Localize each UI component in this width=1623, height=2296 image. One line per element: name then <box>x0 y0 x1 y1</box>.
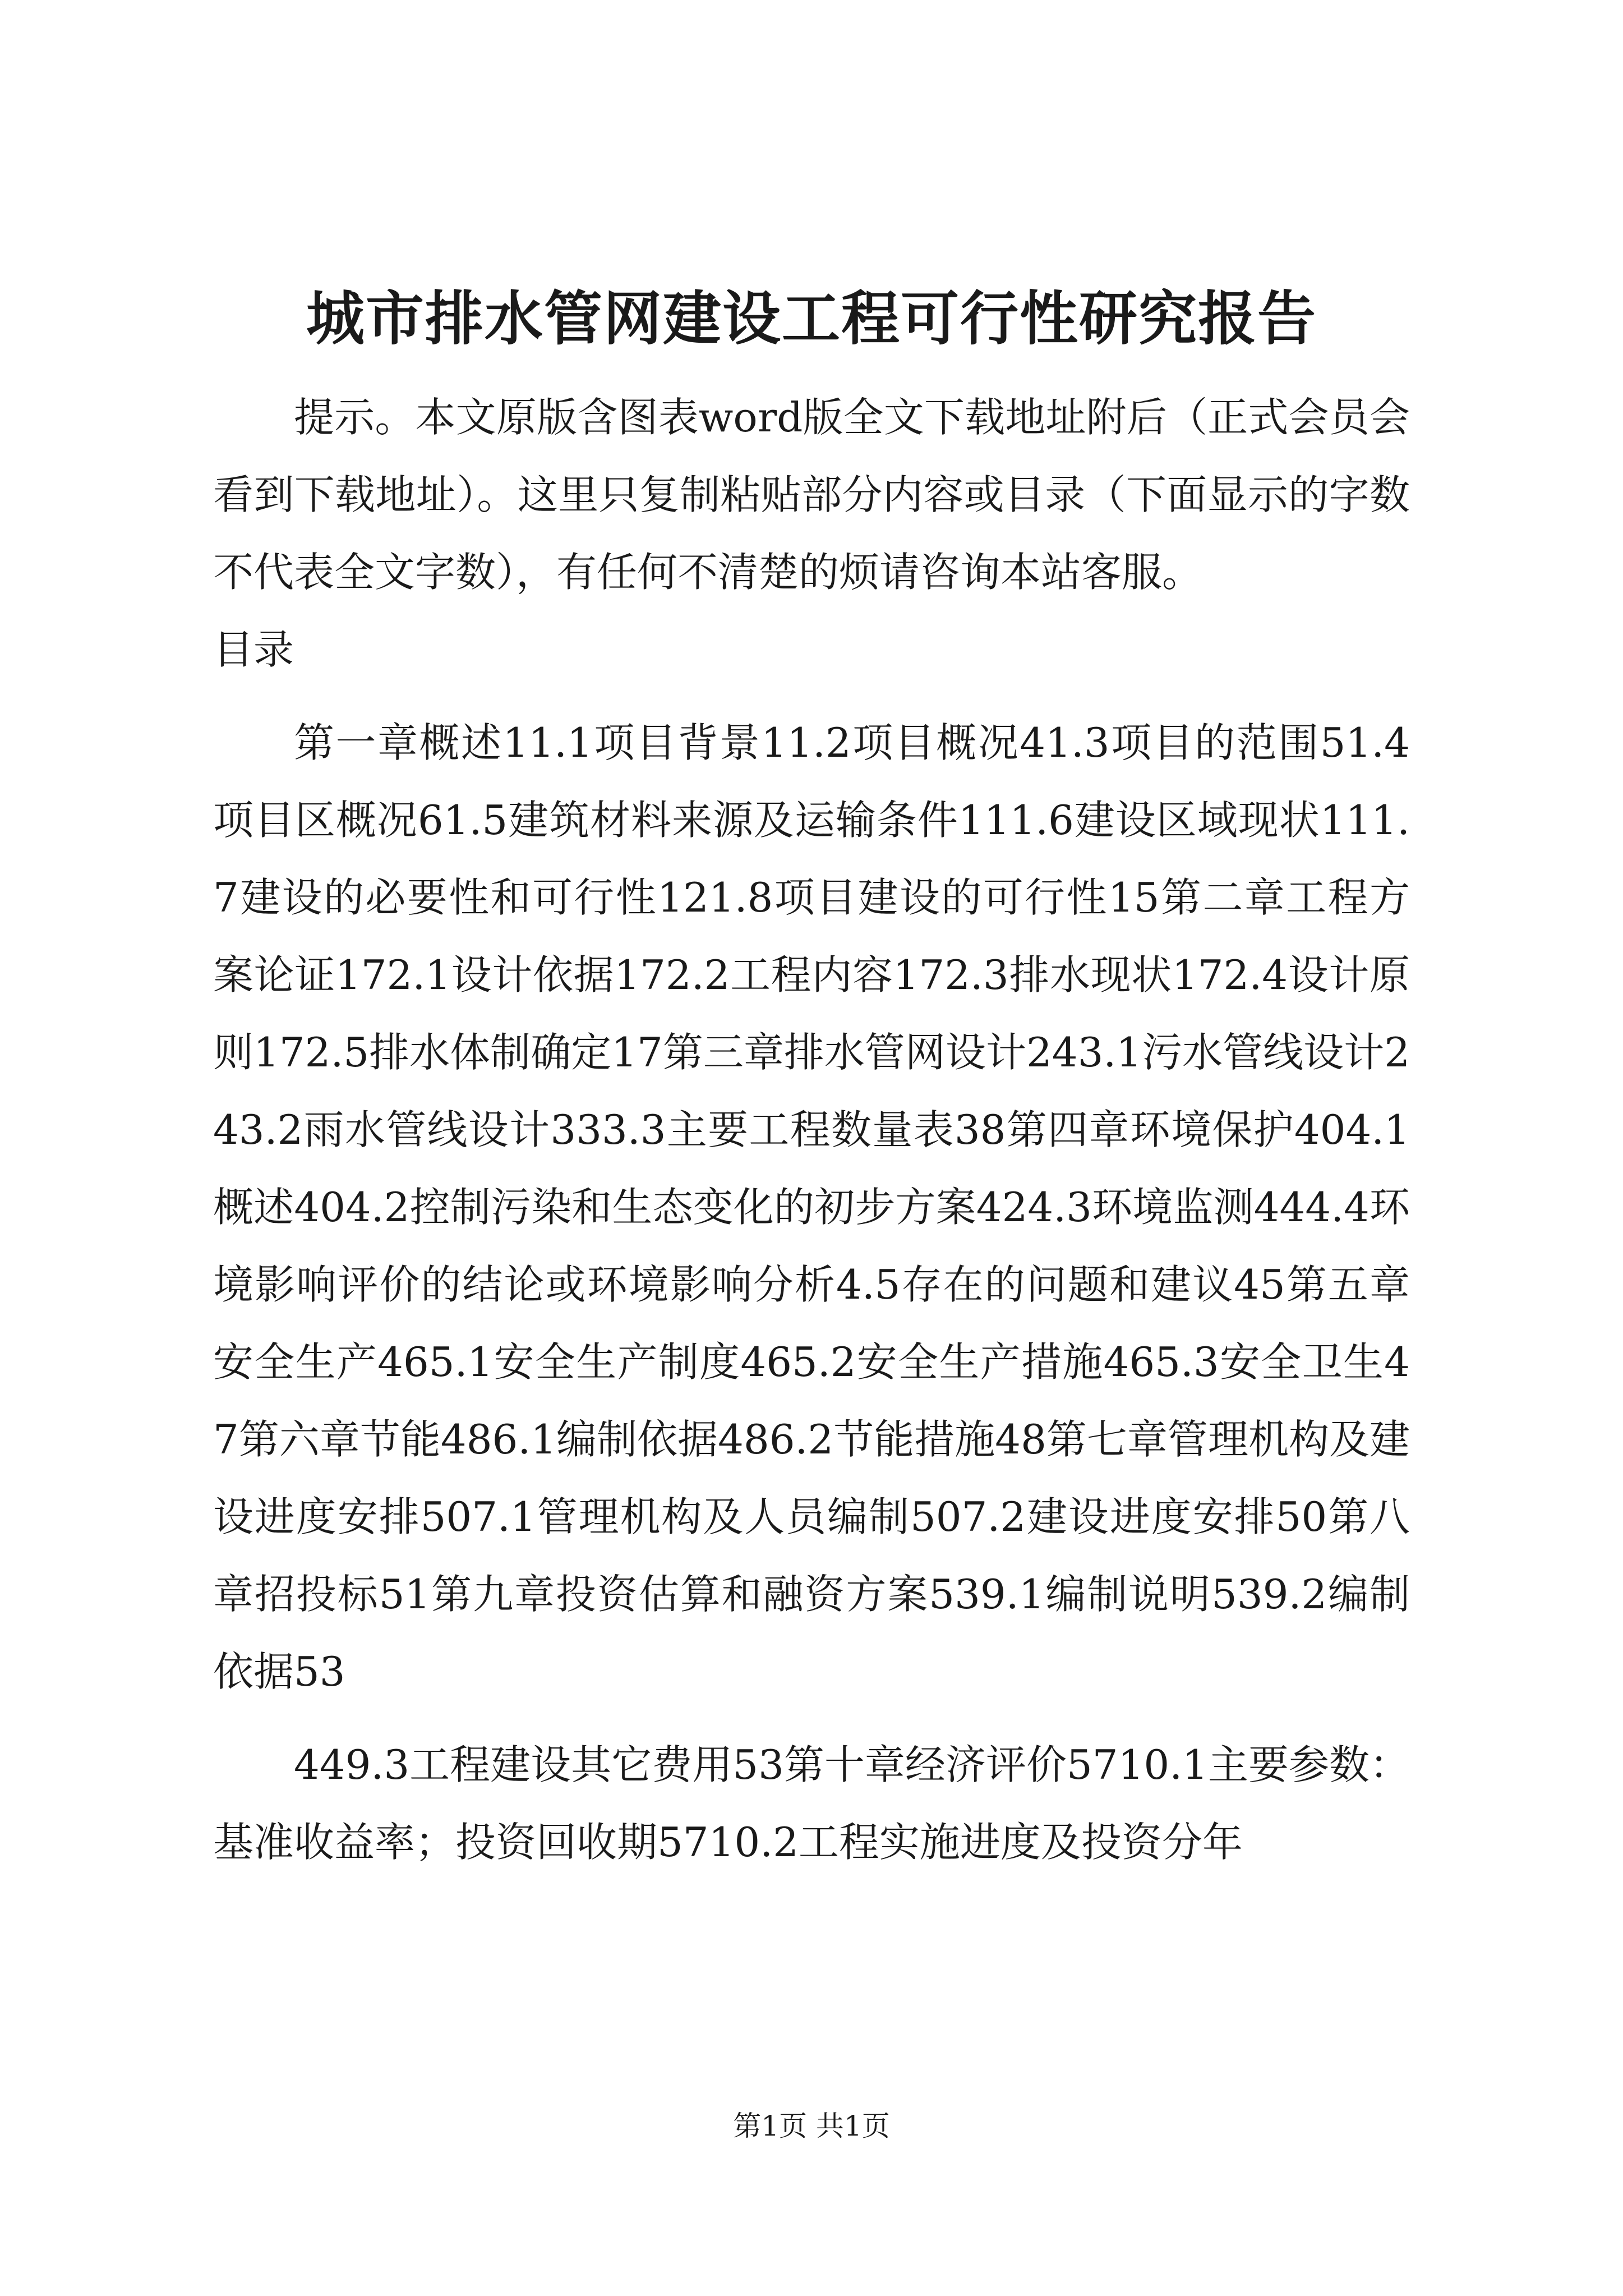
document-title: 城市排水管网建设工程可行性研究报告 <box>306 284 1317 353</box>
toc-paragraph: 第一章概述11.1项目背景11.2项目概况41.3项目的范围51.4项目区概况61.5建筑材料来源及运输条件111.6建设区域现状111.7建设的必要性和可行性121.8项目建设的可行性15第二章工程方案论证172.1设计依据172.2工程内容172.3排水现状172.4设计原则172.5排水体制确定17第三章排水管网设计243.1污水管线设计243.2雨水管线设计333.3主要工程数量表38第四章环境保护404.1概述404.2控制污染和生态变化的初步方案424.3环境监测444.4环境影响评价的结论或环境影响分析4.5存在的问题和建议45第五章安全生产465.1安全生产制度465.2安全生产措施465.3安全卫生47第六章节能486.1编制依据486.2节能措施48第七章管理机构及建设进度安排507.1管理机构及人员编制507.2建设进度安排50第八章招投标51第九章投资估算和融资方案539.1编制说明539.2编制依据53 <box>213 719 1410 1695</box>
document-body <box>213 379 1410 1881</box>
page-footer: 第1页 共1页 <box>733 2110 890 2142</box>
notice-paragraph: 提示。本文原版含图表word版全文下载地址附后（正式会员会看到下载地址）。这里只复制粘贴部分内容或目录（下面显示的字数不代表全文字数），有任何不清楚的烦请咨询本站客服。 <box>213 394 1410 596</box>
toc-continuation-paragraph: 449.3工程建设其它费用53第十章经济评价5710.1主要参数：基准收益率；投资回收期5710.2工程实施进度及投资分年 <box>213 1741 1410 1866</box>
toc-heading: 目录 <box>213 626 294 673</box>
